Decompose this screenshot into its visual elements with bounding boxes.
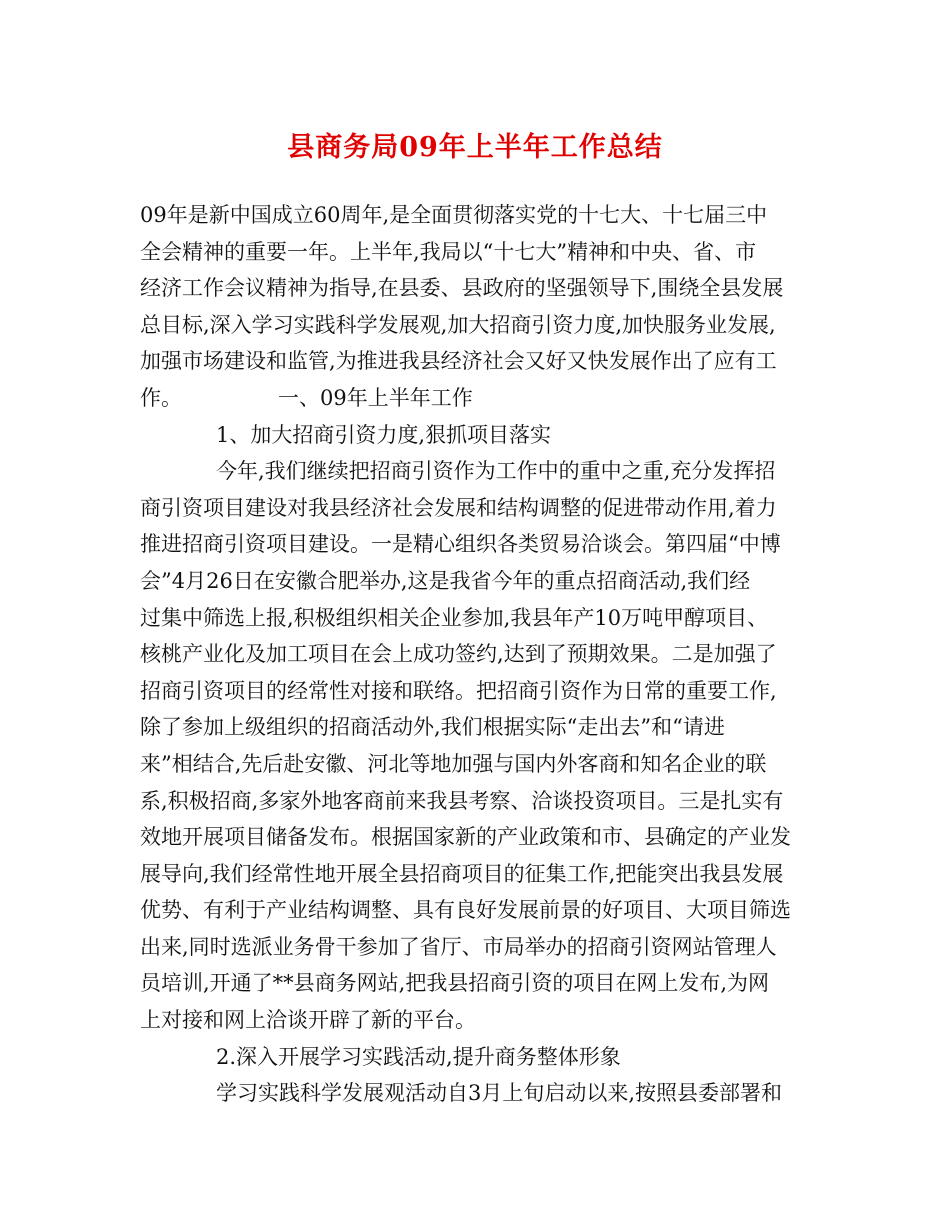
- paragraph-1-line-13: 优势、有利于产业结构调整、具有良好发展前景的好项目、大项目筛选: [140, 898, 791, 923]
- paragraph-1-line-15: 员培训,开通了**县商务网站,把我县招商引资的项目在网上发布,为网: [140, 971, 770, 996]
- paragraph-1-line-2: 商引资项目建设对我县经济社会发展和结构调整的促进带动作用,着力: [140, 495, 777, 520]
- section-heading: 一、09年上半年工作: [278, 385, 473, 410]
- intro-line-2: 全会精神的重要一年。上半年,我局以“十七大”精神和中央、省、市: [140, 239, 757, 264]
- paragraph-1-line-6: 核桃产业化及加工项目在会上成功签约,达到了预期效果。二是加强了: [140, 642, 777, 667]
- subheading-2: 2.深入开展学习实践活动,提升商务整体形象: [216, 1044, 621, 1069]
- paragraph-1-line-16: 上对接和网上洽谈开辟了新的平台。: [140, 1008, 476, 1033]
- paragraph-1-line-10: 系,积极招商,多家外地客商前来我县考察、洽谈投资项目。三是扎实有: [140, 788, 784, 813]
- paragraph-1-line-14: 出来,同时选派业务骨干参加了省厅、市局举办的招商引资网站管理人: [140, 934, 777, 959]
- intro-last-line-with-heading: [140, 380, 814, 417]
- paragraph-1-line-3: 推进招商引资项目建设。一是精心组织各类贸易洽谈会。第四届“中博: [140, 532, 781, 557]
- document-body: [140, 197, 814, 1112]
- document-title: 县商务局09年上半年工作总结: [287, 132, 663, 163]
- paragraph-1-line-9: 来”相结合,先后赴安徽、河北等地加强与国内外客商和知名企业的联: [140, 751, 767, 776]
- paragraph-1-line-12: 展导向,我们经常性地开展全县招商项目的征集工作,把能突出我县发展: [140, 861, 784, 886]
- subheading-1: 1、加大招商引资力度,狠抓项目落实: [216, 422, 552, 447]
- paragraph-1-line-5: 过集中筛选上报,积极组织相关企业参加,我县年产10万吨甲醇项目、: [140, 605, 769, 630]
- intro-line-1: 09年是新中国成立60周年,是全面贯彻落实党的十七大、十七届三中: [140, 203, 768, 227]
- paragraph-1-line-1: 今年,我们继续把招商引资作为工作中的重中之重,充分发挥招: [216, 459, 776, 484]
- paragraph-1-line-8: 除了参加上级组织的招商活动外,我们根据实际“走出去”和“请进: [140, 715, 725, 740]
- paragraph-1-line-7: 招商引资项目的经常性对接和联络。把招商引资作为日常的重要工作,: [140, 678, 777, 703]
- intro-line-5: 加强市场建设和监管,为推进我县经济社会又好又快发展作出了应有工: [140, 349, 777, 374]
- intro-last-fragment: 作。: [140, 385, 182, 410]
- intro-line-3: 经济工作会议精神为指导,在县委、县政府的坚强领导下,围绕全县发展: [140, 276, 784, 301]
- paragraph-1-line-11: 效地开展项目储备发布。根据国家新的产业政策和市、县确定的产业发: [140, 825, 791, 850]
- paragraph-1-line-4: 会”4月26日在安徽合肥举办,这是我省今年的重点招商活动,我们经: [140, 568, 751, 593]
- paragraph-2-line-1: 学习实践科学发展观活动自3月上旬启动以来,按照县委部署和: [216, 1081, 783, 1106]
- intro-line-4: 总目标,深入学习实践科学发展观,加大招商引资力度,加快服务业发展,: [140, 312, 776, 337]
